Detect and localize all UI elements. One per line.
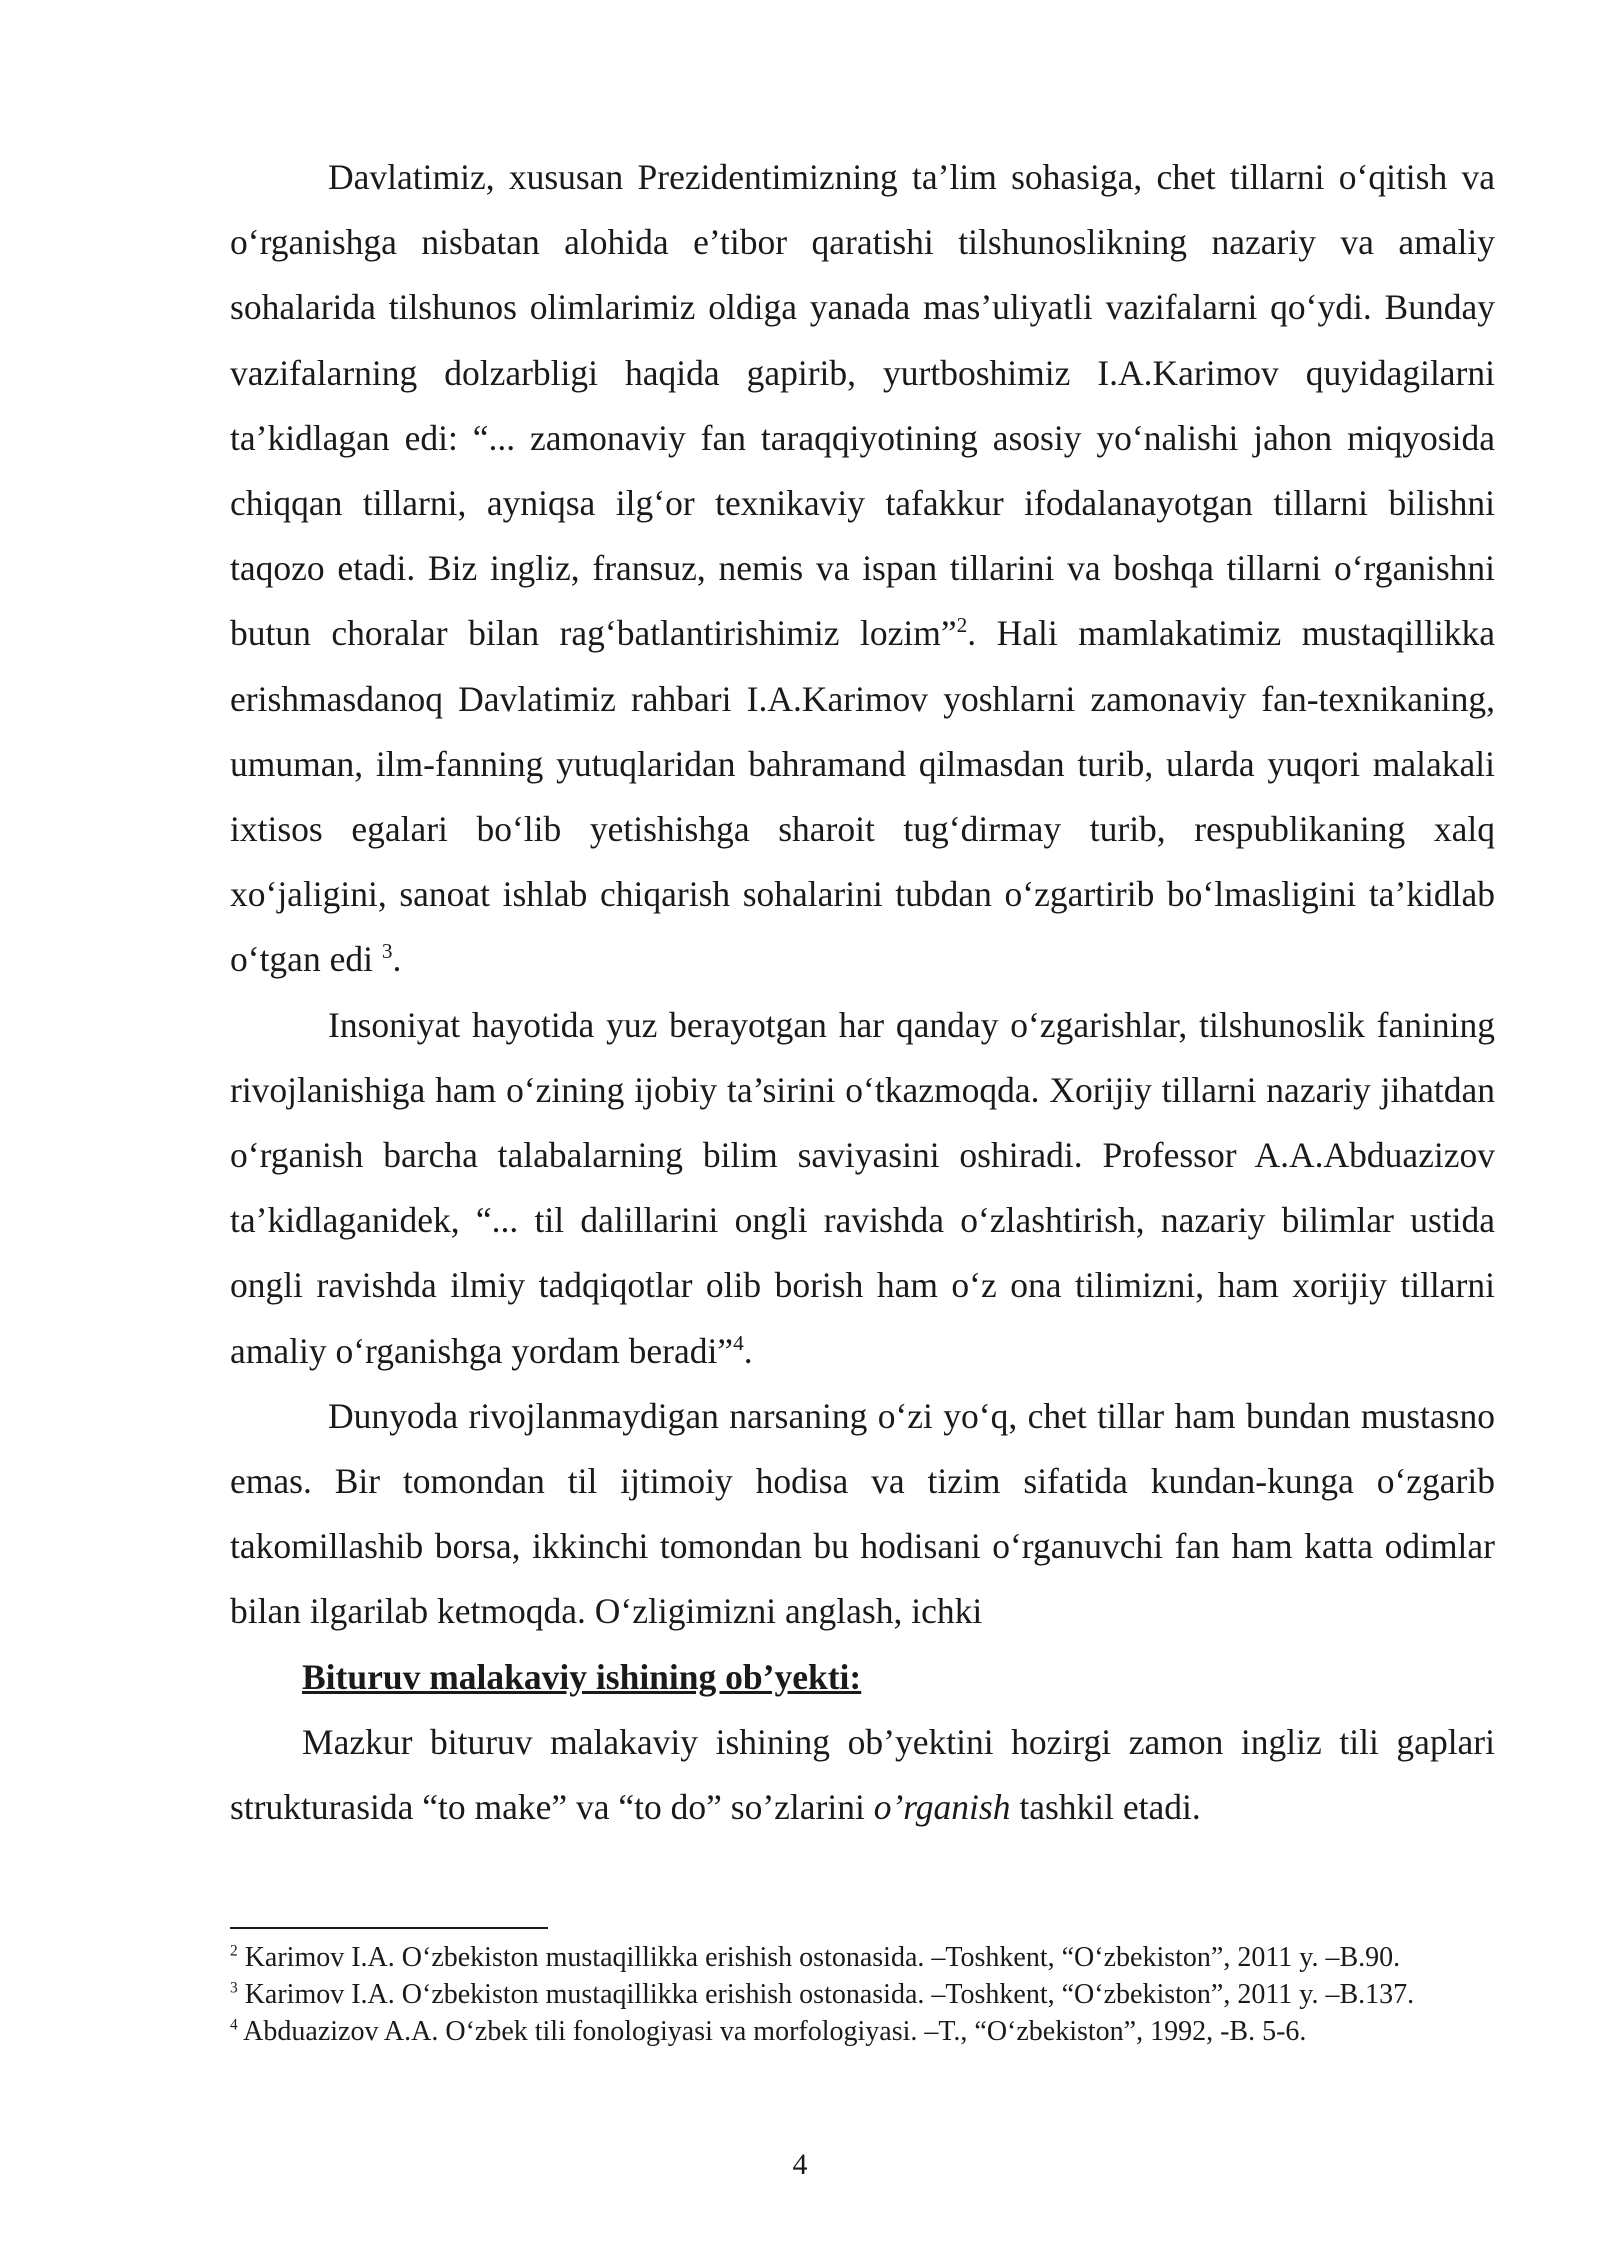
paragraph-2-end: . (743, 1330, 753, 1371)
paragraph-1-end: . (392, 939, 402, 980)
footnote-text: Karimov I.A. O‘zbekiston mustaqillikka erishish ostonasida. –Toshkent, “O‘zbekiston”, 2011 y. –B.137. (244, 1979, 1415, 2010)
section-heading: Bituruv malakaviy ishining ob’yekti: (302, 1656, 862, 1697)
object-paragraph-text: Mazkur bituruv malakaviy ishining ob’yektini hozirgi zamon ingliz tili gaplari strukturasida “to make” va “to do” so’zlarini (230, 1721, 1495, 1828)
footnote-ref-4: 4 (733, 1330, 744, 1355)
paragraph-1 (230, 145, 1495, 993)
footnote-2 (230, 1939, 1495, 1976)
footnote-number: 2 (230, 1942, 238, 1960)
object-paragraph (230, 1710, 1495, 1840)
body-text (230, 145, 1495, 1840)
footnote-separator (230, 1927, 548, 1929)
page-number: 4 (792, 2148, 808, 2181)
footnote-3 (230, 1976, 1495, 2013)
object-paragraph-italic: o’rganish (873, 1787, 1011, 1828)
footnote-ref-2: 2 (956, 613, 968, 638)
footnotes (230, 1939, 1495, 2050)
footnote-number: 4 (230, 2016, 238, 2034)
object-paragraph-end: tashkil etadi. (1010, 1787, 1201, 1828)
paragraph-3 (230, 1384, 1495, 1645)
paragraph-1-text: Davlatimiz, xususan Prezidentimizning ta’lim sohasiga, chet tillarni o‘qitish va o‘rganishga nisbatan alohida e’tibor qaratishi tilshunoslikning nazariy va amaliy sohalarida tilshunos olimlarimiz oldiga yanada mas’uliyatli vazifalarni qo‘ydi. Bunday vazifalarning dolzarbligi haqida gapirib, yurtboshimiz I.A.Karimov quyidagilarni ta’kidlagan edi: “... zamonaviy fan taraqqiyotining asosiy yo‘nalishi jahon miqyosida chiqqan tillarni, ayniqsa ilg‘or texnikaviy tafakkur ifodalanayotgan tillarni bilishni taqozo etadi. Biz ingliz, fransuz, nemis va ispan tillarini va boshqa tillarni o‘rganishni butun choralar bilan rag‘batlantirishimiz lozim” (230, 157, 1495, 654)
footnote-ref-3: 3 (381, 939, 393, 964)
footnote-number: 3 (230, 1979, 238, 1997)
footnote-text: Karimov I.A. O‘zbekiston mustaqillikka erishish ostonasida. –Toshkent, “O‘zbekiston”, 2011 y. –B.90. (244, 1942, 1401, 1973)
footnote-4 (230, 2013, 1495, 2050)
footnote-text: Abduazizov A.A. O‘zbek tili fonologiyasi va morfologiyasi. –T., “O‘zbekiston”, 1992, -B. 5-6. (243, 2016, 1307, 2047)
paragraph-2 (230, 993, 1495, 1384)
paragraph-2-text: Insoniyat hayotida yuz berayotgan har qanday o‘zgarishlar, tilshunoslik fanining rivojlanishiga ham o‘zining ijobiy ta’sirini o‘tkazmoqda. Xorijiy tillarni nazariy jihatdan o‘rganish barcha talabalarning bilim saviyasini oshiradi. Professor A.A.Abduazizov ta’kidlaganidek, “... til dalillarini ongli ravishda o‘zlashtirish, nazariy bilimlar ustida ongli ravishda ilmiy tadqiqotlar olib borish ham o‘z ona tilimizni, ham xorijiy tillarni amaliy o‘rganishga yordam beradi” (230, 1004, 1495, 1371)
paragraph-1-text-cont: . Hali mamlakatimiz mustaqillikka erishmasdanoq Davlatimiz rahbari I.A.Karimov yoshlarni zamonaviy fan-texnikaning, umuman, ilm-fanning yutuqlaridan bahramand qilmasdan turib, ularda yuqori malakali ixtisos egalari bo‘lib yetishishga sharoit tug‘dirmay turib, respublikaning xalq xo‘jaligini, sanoat ishlab chiqarish sohalarini tubdan o‘zgartirib bo‘lmasligini ta’kidlab o‘tgan edi (230, 613, 1495, 980)
paragraph-3-text: Dunyoda rivojlanmaydigan narsaning o‘zi yo‘q, chet tillar ham bundan mustasno emas. Bir tomondan til ijtimoiy hodisa va tizim sifatida kundan-kunga o‘zgarib takomillashib borsa, ikkinchi tomondan bu hodisani o‘rganuvchi fan ham katta odimlar bilan ilgarilab ketmoqda. O‘zligimizni anglash, ichki (230, 1395, 1495, 1632)
